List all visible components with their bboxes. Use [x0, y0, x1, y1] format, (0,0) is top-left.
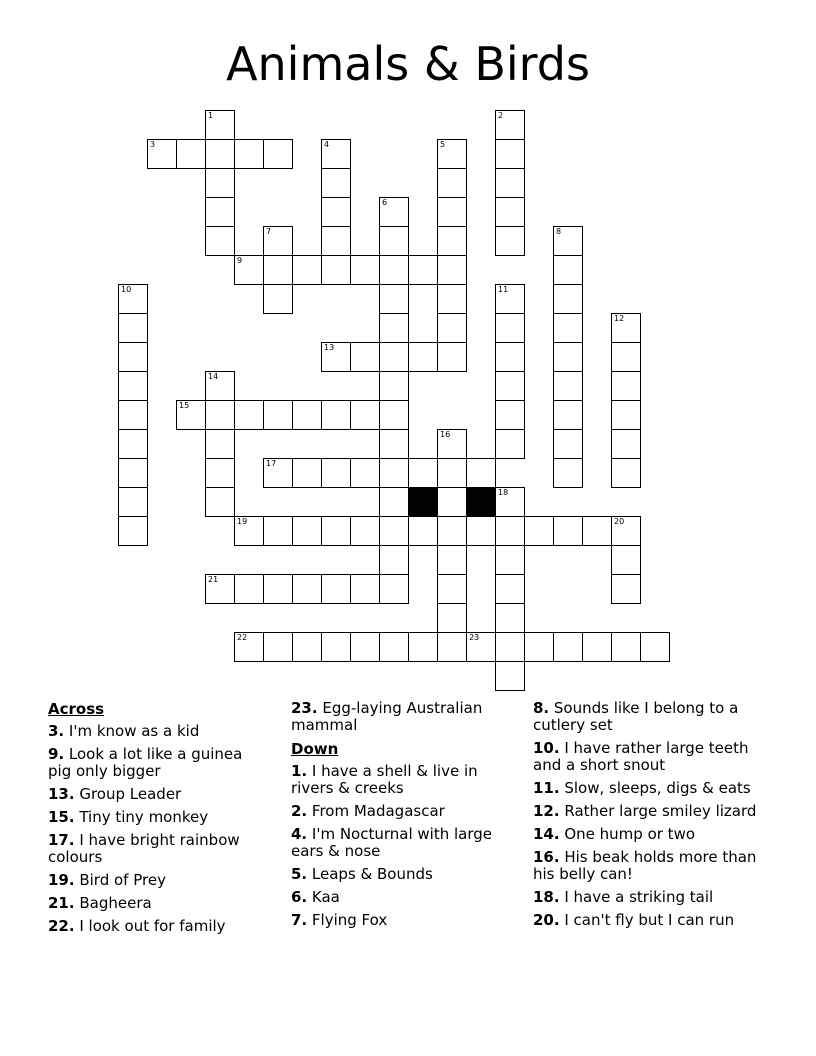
clue-number: 2: [498, 111, 504, 120]
grid-cell[interactable]: [292, 458, 322, 488]
clue-item: [291, 889, 513, 906]
grid-cell[interactable]: [292, 516, 322, 546]
grid-cell[interactable]: [437, 545, 467, 575]
clue-item: [533, 826, 761, 843]
clue-number-label: 5.: [291, 865, 308, 883]
grid-cell[interactable]: [379, 371, 409, 401]
grid-cell[interactable]: [118, 284, 148, 314]
clue-item: [48, 918, 270, 935]
grid-cell[interactable]: [118, 371, 148, 401]
clue-number: 1: [208, 111, 214, 120]
clue-text: I have rather large teeth and a short snout: [533, 739, 749, 774]
grid-cell[interactable]: [379, 516, 409, 546]
clue-number: 19: [237, 517, 248, 526]
grid-cell[interactable]: [437, 342, 467, 372]
clue-item: [291, 803, 513, 820]
clue-text: Group Leader: [74, 785, 182, 803]
grid-cell[interactable]: [205, 226, 235, 256]
grid-cell[interactable]: [495, 487, 525, 517]
clue-number-label: 6.: [291, 888, 308, 906]
clue-text: Leaps & Bounds: [307, 865, 433, 883]
clue-text: I'm know as a kid: [64, 722, 200, 740]
grid-cell[interactable]: [379, 313, 409, 343]
clue-number-label: 20.: [533, 911, 560, 929]
clue-text: Rather large smiley lizard: [559, 802, 757, 820]
grid-cell[interactable]: [321, 255, 351, 285]
clue-number: 20: [614, 517, 625, 526]
across-heading: Across: [48, 700, 105, 718]
clue-item: [291, 700, 513, 734]
clue-number-label: 10.: [533, 739, 560, 757]
grid-cell[interactable]: [176, 400, 206, 430]
grid-cell[interactable]: [553, 516, 583, 546]
grid-cell[interactable]: [495, 574, 525, 604]
clue-item: [291, 912, 513, 929]
grid-cell[interactable]: [553, 371, 583, 401]
grid-cell[interactable]: [437, 284, 467, 314]
grid-cell[interactable]: [611, 458, 641, 488]
clue-text: Kaa: [307, 888, 340, 906]
grid-cell[interactable]: [118, 458, 148, 488]
clue-number-label: 1.: [291, 762, 308, 780]
grid-cell[interactable]: [263, 574, 293, 604]
grid-cell[interactable]: [553, 284, 583, 314]
clue-number-label: 23.: [291, 699, 318, 717]
grid-cell[interactable]: [379, 458, 409, 488]
grid-cell[interactable]: [553, 342, 583, 372]
grid-cell[interactable]: [408, 458, 438, 488]
clue-number-label: 15.: [48, 808, 75, 826]
clue-item: [48, 786, 270, 803]
clue-text: Tiny tiny monkey: [74, 808, 209, 826]
clue-number-label: 21.: [48, 894, 75, 912]
clue-number: 7: [266, 227, 272, 236]
grid-cell[interactable]: [379, 197, 409, 227]
clue-text: Slow, sleeps, digs & eats: [559, 779, 751, 797]
clue-text: Bird of Prey: [74, 871, 166, 889]
grid-cell[interactable]: [205, 197, 235, 227]
grid-cell[interactable]: [234, 632, 264, 662]
clue-text: Bagheera: [74, 894, 152, 912]
grid-cell[interactable]: [495, 168, 525, 198]
grid-cell[interactable]: [437, 458, 467, 488]
grid-cell[interactable]: [495, 139, 525, 169]
grid-cell[interactable]: [495, 632, 525, 662]
grid-cell[interactable]: [350, 400, 380, 430]
clue-item: [48, 746, 270, 780]
clue-item: [533, 780, 761, 797]
clue-item: [533, 849, 761, 883]
grid-cell[interactable]: [582, 632, 612, 662]
clue-item: [48, 895, 270, 912]
clue-item: [291, 826, 513, 860]
grid-cell[interactable]: [466, 632, 496, 662]
clue-item: [48, 723, 270, 740]
clue-text: Look a lot like a guinea pig only bigger: [48, 745, 243, 780]
grid-cell[interactable]: [292, 574, 322, 604]
clue-number: 4: [324, 140, 330, 149]
grid-cell[interactable]: [321, 516, 351, 546]
clue-number: 12: [614, 314, 625, 323]
grid-cell[interactable]: [582, 516, 612, 546]
grid-cell[interactable]: [495, 661, 525, 691]
grid-cell[interactable]: [263, 400, 293, 430]
grid-cell[interactable]: [495, 545, 525, 575]
grid-cell[interactable]: [524, 632, 554, 662]
clue-number: 5: [440, 140, 446, 149]
grid-cell[interactable]: [437, 168, 467, 198]
grid-cell[interactable]: [495, 603, 525, 633]
grid-cell[interactable]: [495, 284, 525, 314]
grid-cell[interactable]: [292, 255, 322, 285]
grid-cell[interactable]: [205, 168, 235, 198]
clue-number: 13: [324, 343, 335, 352]
clue-number-label: 4.: [291, 825, 308, 843]
grid-cell[interactable]: [437, 255, 467, 285]
grid-cell[interactable]: [118, 342, 148, 372]
grid-cell[interactable]: [234, 516, 264, 546]
grid-cell[interactable]: [321, 139, 351, 169]
grid-cell[interactable]: [263, 516, 293, 546]
clue-number: 3: [150, 140, 156, 149]
grid-cell[interactable]: [437, 603, 467, 633]
grid-cell[interactable]: [408, 342, 438, 372]
grid-cell[interactable]: [205, 458, 235, 488]
clue-number-label: 22.: [48, 917, 75, 935]
black-square: [466, 487, 496, 517]
clue-number-label: 9.: [48, 745, 65, 763]
clues-column-2: [291, 700, 513, 935]
clue-number: 23: [469, 633, 480, 642]
grid-cell[interactable]: [379, 545, 409, 575]
grid-cell[interactable]: [611, 574, 641, 604]
grid-cell[interactable]: [321, 168, 351, 198]
black-square: [408, 487, 438, 517]
grid-cell[interactable]: [263, 632, 293, 662]
grid-cell[interactable]: [118, 487, 148, 517]
grid-cell[interactable]: [553, 313, 583, 343]
grid-cell[interactable]: [495, 313, 525, 343]
grid-cell[interactable]: [234, 139, 264, 169]
grid-cell[interactable]: [379, 255, 409, 285]
clue-number-label: 16.: [533, 848, 560, 866]
grid-cell[interactable]: [379, 429, 409, 459]
grid-cell[interactable]: [611, 342, 641, 372]
clue-number-label: 3.: [48, 722, 65, 740]
down-heading: Down: [291, 740, 339, 758]
grid-cell[interactable]: [147, 139, 177, 169]
grid-cell[interactable]: [437, 487, 467, 517]
grid-cell[interactable]: [321, 632, 351, 662]
clue-text: I have a shell & live in rivers & creeks: [291, 762, 478, 797]
clue-text: Sounds like I belong to a cutlery set: [533, 699, 739, 734]
clue-item: [291, 763, 513, 797]
grid-cell[interactable]: [350, 574, 380, 604]
grid-cell[interactable]: [379, 574, 409, 604]
grid-cell[interactable]: [263, 284, 293, 314]
grid-cell[interactable]: [118, 429, 148, 459]
grid-cell[interactable]: [640, 632, 670, 662]
clue-item: [291, 866, 513, 883]
clue-number-label: 17.: [48, 831, 75, 849]
grid-cell[interactable]: [379, 226, 409, 256]
clue-number: 10: [121, 285, 132, 294]
grid-cell[interactable]: [263, 226, 293, 256]
grid-cell[interactable]: [437, 197, 467, 227]
grid-cell[interactable]: [553, 429, 583, 459]
grid-cell[interactable]: [611, 429, 641, 459]
grid-cell[interactable]: [466, 458, 496, 488]
grid-cell[interactable]: [495, 429, 525, 459]
grid-cell[interactable]: [292, 400, 322, 430]
grid-cell[interactable]: [205, 110, 235, 140]
grid-cell[interactable]: [408, 632, 438, 662]
grid-cell[interactable]: [205, 429, 235, 459]
clue-number: 11: [498, 285, 509, 294]
clue-item: [533, 700, 761, 734]
clue-number: 6: [382, 198, 388, 207]
grid-cell[interactable]: [263, 139, 293, 169]
clue-text: I look out for family: [74, 917, 226, 935]
clue-item: [533, 803, 761, 820]
grid-cell[interactable]: [205, 139, 235, 169]
clue-item: [533, 740, 761, 774]
grid-cell[interactable]: [118, 400, 148, 430]
grid-cell[interactable]: [553, 255, 583, 285]
clue-text: One hump or two: [559, 825, 696, 843]
grid-cell[interactable]: [437, 632, 467, 662]
grid-cell[interactable]: [408, 255, 438, 285]
clue-item: [533, 889, 761, 906]
clues-column-1: [48, 700, 270, 941]
clue-text: From Madagascar: [307, 802, 445, 820]
clue-item: [48, 832, 270, 866]
clue-number-label: 13.: [48, 785, 75, 803]
grid-cell[interactable]: [205, 371, 235, 401]
grid-cell[interactable]: [292, 632, 322, 662]
page-title: Animals & Birds: [226, 37, 590, 91]
clue-item: [533, 912, 761, 929]
grid-cell[interactable]: [350, 255, 380, 285]
grid-cell[interactable]: [437, 226, 467, 256]
clue-number-label: 19.: [48, 871, 75, 889]
grid-cell[interactable]: [611, 516, 641, 546]
grid-cell[interactable]: [495, 110, 525, 140]
clue-text: I have bright rainbow colours: [48, 831, 240, 866]
grid-cell[interactable]: [408, 516, 438, 546]
grid-cell[interactable]: [118, 516, 148, 546]
grid-cell[interactable]: [553, 458, 583, 488]
clue-text: I have a striking tail: [559, 888, 714, 906]
clue-number-label: 12.: [533, 802, 560, 820]
clue-number-label: 11.: [533, 779, 560, 797]
grid-cell[interactable]: [466, 516, 496, 546]
grid-cell[interactable]: [495, 342, 525, 372]
grid-cell[interactable]: [611, 545, 641, 575]
clue-number: 22: [237, 633, 248, 642]
grid-cell[interactable]: [379, 632, 409, 662]
grid-cell[interactable]: [495, 516, 525, 546]
clue-item: [48, 809, 270, 826]
grid-cell[interactable]: [321, 458, 351, 488]
grid-cell[interactable]: [524, 516, 554, 546]
clue-number-label: 8.: [533, 699, 550, 717]
clue-number: 14: [208, 372, 219, 381]
grid-cell[interactable]: [379, 487, 409, 517]
clue-text: I'm Nocturnal with large ears & nose: [291, 825, 493, 860]
grid-cell[interactable]: [495, 226, 525, 256]
grid-cell[interactable]: [321, 197, 351, 227]
grid-cell[interactable]: [234, 400, 264, 430]
grid-cell[interactable]: [321, 574, 351, 604]
grid-cell[interactable]: [176, 139, 206, 169]
clue-number: 21: [208, 575, 219, 584]
clues-column-3: [533, 700, 761, 935]
grid-cell[interactable]: [379, 400, 409, 430]
clue-text: Flying Fox: [307, 911, 388, 929]
grid-cell[interactable]: [379, 342, 409, 372]
clue-number: 15: [179, 401, 190, 410]
clue-number: 17: [266, 459, 277, 468]
grid-cell[interactable]: [437, 574, 467, 604]
grid-cell[interactable]: [437, 516, 467, 546]
grid-cell[interactable]: [495, 400, 525, 430]
clue-number: 8: [556, 227, 562, 236]
grid-cell[interactable]: [205, 400, 235, 430]
grid-cell[interactable]: [437, 139, 467, 169]
clue-number-label: 18.: [533, 888, 560, 906]
grid-cell[interactable]: [350, 516, 380, 546]
grid-cell[interactable]: [437, 429, 467, 459]
grid-cell[interactable]: [205, 574, 235, 604]
clue-number-label: 14.: [533, 825, 560, 843]
grid-cell[interactable]: [321, 342, 351, 372]
grid-cell[interactable]: [553, 226, 583, 256]
clue-number: 9: [237, 256, 243, 265]
grid-cell[interactable]: [234, 574, 264, 604]
grid-cell[interactable]: [379, 284, 409, 314]
grid-cell[interactable]: [611, 371, 641, 401]
grid-cell[interactable]: [118, 313, 148, 343]
grid-cell[interactable]: [263, 458, 293, 488]
grid-cell[interactable]: [611, 400, 641, 430]
clue-text: Egg-laying Australian mammal: [291, 699, 483, 734]
grid-cell[interactable]: [553, 400, 583, 430]
grid-cell[interactable]: [495, 197, 525, 227]
clue-item: [48, 872, 270, 889]
grid-cell[interactable]: [437, 313, 467, 343]
grid-cell[interactable]: [611, 313, 641, 343]
grid-cell[interactable]: [263, 255, 293, 285]
clue-number-label: 2.: [291, 802, 308, 820]
clue-text: His beak holds more than his belly can!: [533, 848, 757, 883]
grid-cell[interactable]: [234, 255, 264, 285]
clue-number-label: 7.: [291, 911, 308, 929]
grid-cell[interactable]: [350, 342, 380, 372]
clue-number: 16: [440, 430, 451, 439]
grid-cell[interactable]: [553, 632, 583, 662]
grid-cell[interactable]: [350, 632, 380, 662]
grid-cell[interactable]: [611, 632, 641, 662]
grid-cell[interactable]: [321, 226, 351, 256]
clue-number: 18: [498, 488, 509, 497]
clue-text: I can't fly but I can run: [559, 911, 735, 929]
grid-cell[interactable]: [350, 458, 380, 488]
grid-cell[interactable]: [205, 487, 235, 517]
grid-cell[interactable]: [321, 400, 351, 430]
grid-cell[interactable]: [495, 371, 525, 401]
